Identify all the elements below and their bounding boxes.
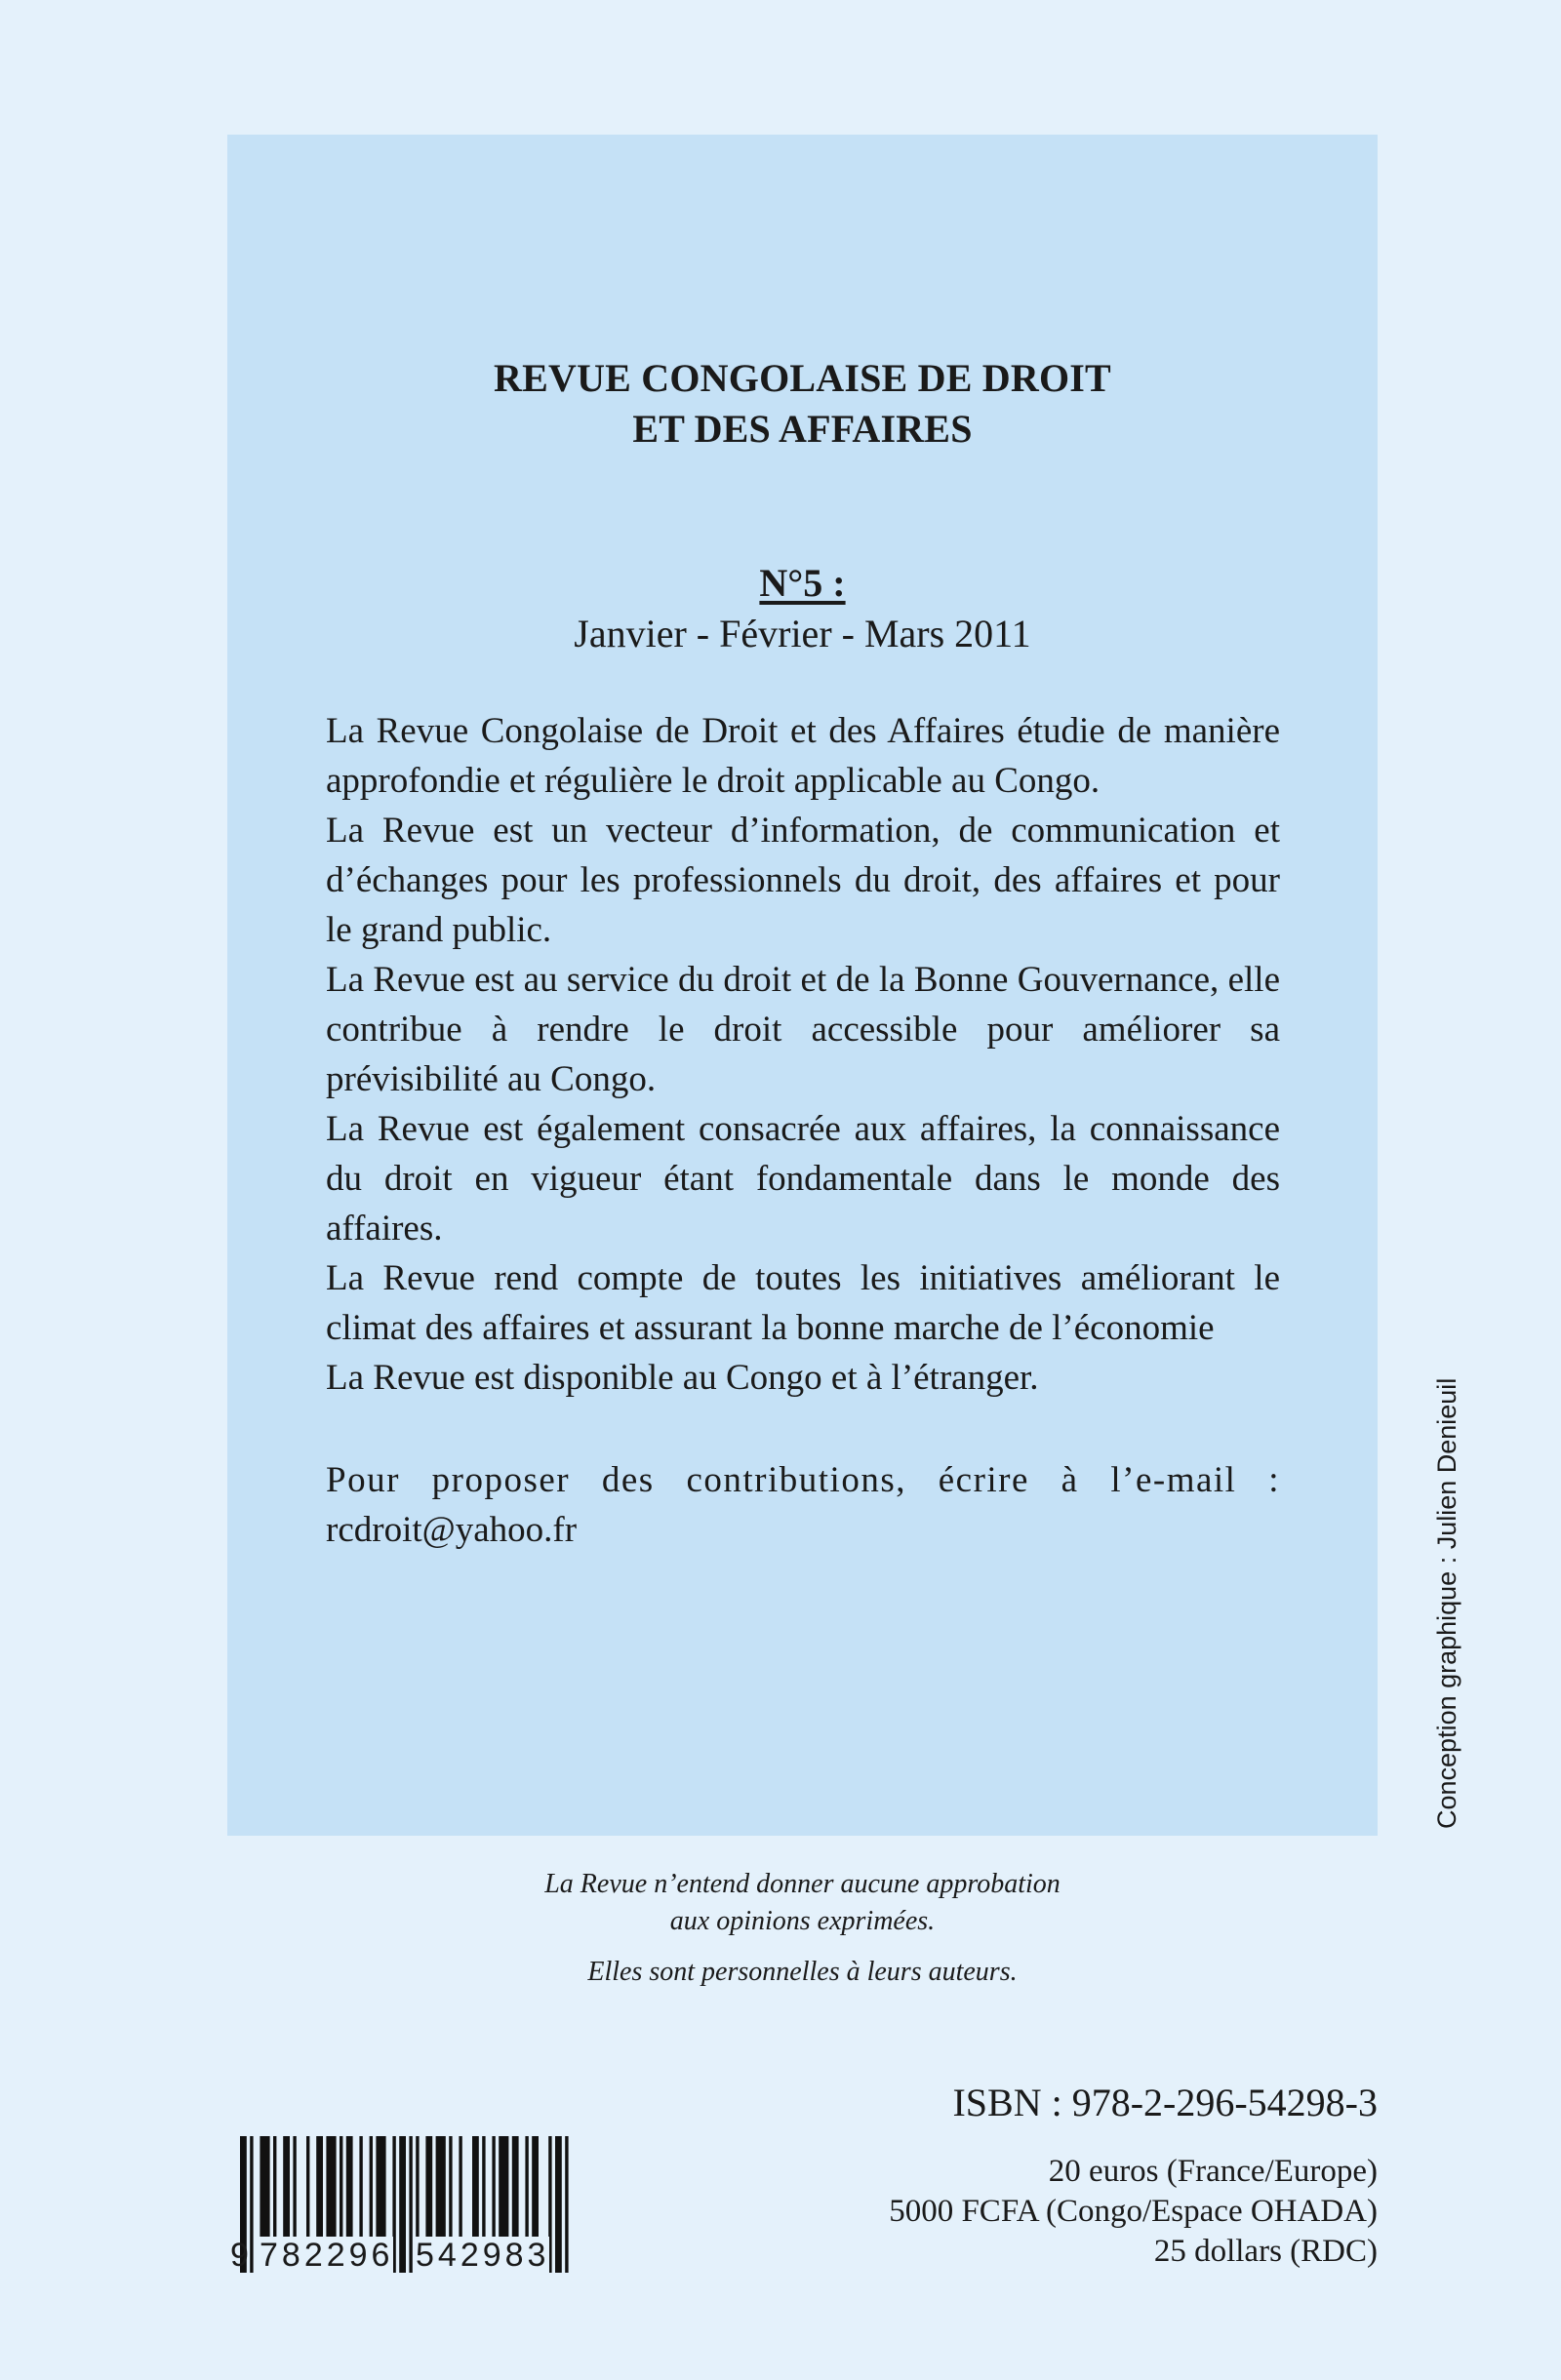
issue-period: Janvier - Février - Mars 2011	[574, 612, 1031, 655]
barcode-bar	[250, 2136, 253, 2273]
description-paragraph: La Revue Congolaise de Droit et des Affaires étudie de manière approfondie et régulière le droit applicable au Congo.	[326, 711, 1280, 801]
barcode-group-1: 782296	[260, 2237, 394, 2274]
barcode-bar	[409, 2136, 412, 2273]
price-europe: 20 euros (France/Europe)	[1048, 2154, 1378, 2189]
contribution-info	[326, 1455, 1280, 1555]
disclaimer-line-3: Elles sont personnelles à leurs auteurs.	[587, 1957, 1018, 1987]
disclaimer	[227, 1866, 1378, 1991]
barcode-bar	[399, 2136, 406, 2273]
description-paragraph: La Revue rend compte de toutes les initiatives améliorant le climat des affaires et assurant la bonne marche de l’économie	[326, 1258, 1280, 1348]
contact-email[interactable]: rcdroit@yahoo.fr	[326, 1510, 578, 1550]
description	[326, 706, 1280, 1403]
barcode-bar	[555, 2136, 562, 2273]
description-paragraph: La Revue est également consacrée aux affaires, la connaissance du droit en vigueur étant fondamentale dans le monde des affaires.	[326, 1109, 1280, 1249]
description-paragraph: La Revue est un vecteur d’information, de communication et d’échanges pour les professionnels du droit, des affaires et pour le grand public.	[326, 811, 1280, 950]
title-line-2: ET DES AFFAIRES	[632, 407, 973, 451]
disclaimer-line-1: La Revue n’entend donner aucune approbation	[544, 1869, 1061, 1899]
contribution-text: Pour proposer des contributions, écrire à l’e-mail :	[326, 1460, 1280, 1500]
title-line-1: REVUE CONGOLAISE DE DROIT	[494, 356, 1111, 400]
price-rdc: 25 dollars (RDC)	[1153, 2234, 1378, 2269]
barcode-group-2: 542983	[416, 2237, 550, 2274]
description-paragraph: La Revue est disponible au Congo et à l’étranger.	[326, 1358, 1039, 1398]
price-list	[889, 2152, 1378, 2272]
disclaimer-line-2: aux opinions exprimées.	[669, 1906, 936, 1936]
price-ohada: 5000 FCFA (Congo/Espace OHADA)	[889, 2194, 1378, 2229]
description-paragraph: La Revue est au service du droit et de la Bonne Gouvernance, elle contribue à rendre le droit accessible pour améliorer sa prévisibilité au Congo.	[326, 960, 1280, 1099]
barcode-first-digit: 9	[230, 2237, 249, 2274]
journal-title	[227, 353, 1378, 455]
design-credit: Conception graphique : Julien Denieuil	[1432, 1377, 1461, 1829]
isbn: ISBN : 978-2-296-54298-3	[952, 2081, 1378, 2124]
barcode-bar	[565, 2136, 568, 2273]
issue-info	[227, 558, 1378, 659]
issue-number: N°5 :	[759, 561, 846, 605]
